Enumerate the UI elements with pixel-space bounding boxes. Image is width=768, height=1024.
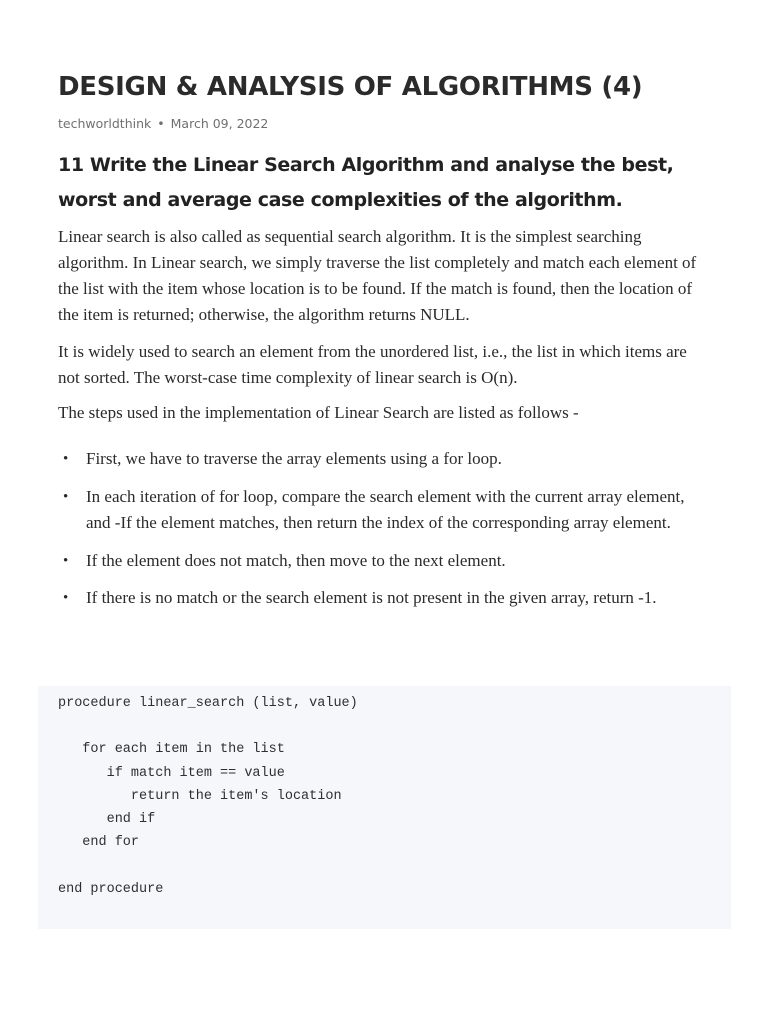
list-item: • If there is no match or the search element is not present in the given array, return -1. <box>58 585 710 612</box>
code-block <box>38 686 731 929</box>
question-heading: 11 Write the Linear Search Algorithm and analyse the best, worst and average case complexities of the algorithm. <box>58 154 674 211</box>
list-item: • First, we have to traverse the array elements using a for loop. <box>58 446 710 473</box>
list-item: • In each iteration of for loop, compare the search element with the current array element, and -If the element matches, then return the index of the corresponding array element. <box>58 484 710 537</box>
paragraph-usage: It is widely used to search an element from the unordered list, i.e., the list in which items are not sorted. The worst-case time complexity of linear search is O(n). <box>58 342 687 387</box>
steps-list <box>58 446 710 623</box>
author-link[interactable]: techworldthink <box>58 116 152 131</box>
post-meta <box>58 116 268 131</box>
meta-separator: • <box>157 116 165 131</box>
paragraph-intro: Linear search is also called as sequential search algorithm. It is the simplest searching algorithm. In Linear search, we simply traverse the list completely and match each element of the list with the item whose location is to be found. If the match is found, then the location of the item is returned; otherwise, the algorithm returns NULL. <box>58 227 697 324</box>
post-date: March 09, 2022 <box>170 116 269 131</box>
post-title: DESIGN & ANALYSIS OF ALGORITHMS (4) <box>58 72 643 102</box>
code-listing[interactable]: procedure linear_search (list, value) for each item in the list if match item == value return the item's location end if end for end procedure <box>58 696 358 897</box>
list-item: • If the element does not match, then move to the next element. <box>58 548 710 575</box>
paragraph-steps-intro: The steps used in the implementation of Linear Search are listed as follows - <box>58 403 579 422</box>
